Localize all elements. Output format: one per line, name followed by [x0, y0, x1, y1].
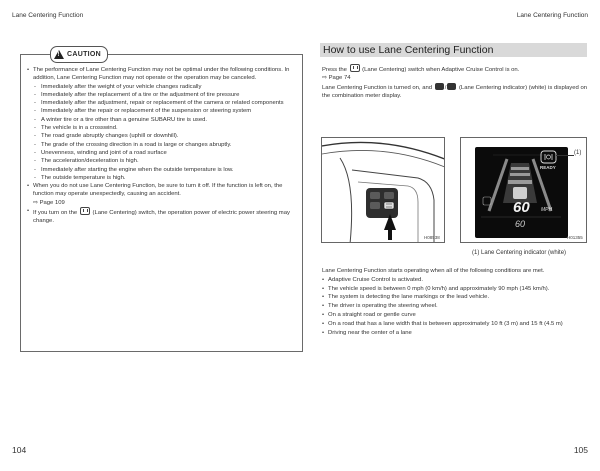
- operation-item: • Driving near the center of a lane: [322, 329, 590, 338]
- status-post: (Lane Centering indicator) (white) is displayed on the combination meter display.: [322, 84, 587, 99]
- caution-bullet-1: • The performance of Lane Centering Function may not be optimal under the following conditions. In addition, Lane Centering Function may not operate or the operation may be canceled.: [27, 66, 297, 83]
- caution-condition: - Immediately after the weight of your vehicle changes radically: [27, 83, 297, 91]
- operation-item: • Adaptive Cruise Control is activated.: [322, 276, 590, 285]
- callout-leader-line: [556, 155, 574, 156]
- caution-condition: - Immediately after the adjustment, repair or replacement of the camera or related components: [27, 99, 297, 107]
- combination-meter-display: [475, 147, 568, 238]
- caution-label: CAUTION: [67, 51, 101, 58]
- figure-code-steering: H08538: [424, 235, 440, 240]
- caution-condition: - Immediately after the repair or replacement of the suspension or steering system: [27, 107, 297, 115]
- page-reference-link[interactable]: ⇨ Page 74: [322, 75, 351, 82]
- lane-centering-switch-icon: [80, 207, 90, 215]
- operation-item: • The vehicle speed is between 0 mph (0 km/h) and approximately 90 mph (145 km/h).: [322, 285, 590, 294]
- lane-centering-indicator-icon: [435, 83, 444, 90]
- intro-pre: Press the: [322, 67, 347, 73]
- intro-line: [322, 64, 590, 74]
- caution-condition: - The grade of the crossing direction in a road is large or changes abruptly.: [27, 141, 297, 149]
- steering-wheel-illustration: [322, 138, 445, 243]
- page-number-right: 105: [573, 445, 588, 455]
- steering-wheel-figure: [321, 137, 445, 243]
- caution-bullet-3-post: (Lane Centering) switch, the operation power of electric power steering may change.: [33, 210, 290, 225]
- caution-bullet-3: [27, 207, 297, 226]
- caution-condition: - Unevenness, winding and joint of a road surface: [27, 149, 297, 157]
- lane-centering-switch-icon: [350, 64, 360, 72]
- caution-condition: - The road grade abruptly changes (uphill or downhill).: [27, 132, 297, 140]
- running-header-left: Lane Centering Function: [12, 12, 84, 19]
- caution-badge: [50, 46, 108, 63]
- page-reference-link[interactable]: ⇨ Page 109: [33, 199, 65, 206]
- caution-condition: - Immediately after starting the engine when the outside temperature is low.: [27, 166, 297, 174]
- intro-text: [322, 64, 590, 100]
- page-number-left: 104: [12, 445, 27, 455]
- operation-item: • On a road that has a lane width that is between approximately 10 ft (3 m) and 15 ft (4.5 m): [322, 320, 590, 329]
- caution-bullet-3-pre: If you turn on the: [33, 210, 78, 217]
- caution-condition: - A winter tire or a tire other than a genuine SUBARU tire is used.: [27, 116, 297, 124]
- figure-code-meter: H01355: [567, 235, 583, 240]
- caution-condition: - The acceleration/deceleration is high.: [27, 157, 297, 165]
- meter-ready-text: READY: [540, 165, 556, 170]
- intro-post: (Lane Centering) switch when Adaptive Cruise Control is on.: [362, 67, 520, 73]
- meter-unit: MPH: [541, 207, 553, 213]
- caution-bullet-2: • When you do not use Lane Centering Function, be sure to turn it off. If the function is left on, the function may operate unexpectedly, causing an accident.: [27, 182, 297, 199]
- status-pre: Lane Centering Function is turned on, and: [322, 84, 433, 91]
- operation-item: • The system is detecting the lane markings or the lead vehicle.: [322, 293, 590, 302]
- meter-current-speed: 60: [515, 219, 526, 229]
- caution-condition: - The vehicle is in a crosswind.: [27, 124, 297, 132]
- lane-centering-indicator-alt-icon: [447, 83, 456, 90]
- warning-triangle-icon: [54, 50, 64, 59]
- caution-text: [27, 66, 297, 226]
- operation-item: • On a straight road or gentle curve: [322, 311, 590, 320]
- operation-conditions: [322, 267, 590, 337]
- running-header-right: Lane Centering Function: [516, 12, 588, 19]
- section-title: How to use Lane Centering Function: [320, 43, 587, 57]
- operation-item: • The driver is operating the steering wheel.: [322, 302, 590, 311]
- operation-intro: Lane Centering Function starts operating when all of the following conditions are met.: [322, 268, 545, 274]
- callout-label: (1): [574, 150, 582, 156]
- meter-set-speed: 60: [513, 199, 530, 216]
- status-line: Lane Centering Function is turned on, and / (Lane Centering indicator) (white) is displayed on the combination meter display.: [322, 84, 587, 99]
- caution-condition: - Immediately after the replacement of a tire or the adjustment of tire pressure: [27, 91, 297, 99]
- caution-condition: - The outside temperature is high.: [27, 174, 297, 182]
- figure-caption: (1) Lane Centering indicator (white): [472, 250, 567, 256]
